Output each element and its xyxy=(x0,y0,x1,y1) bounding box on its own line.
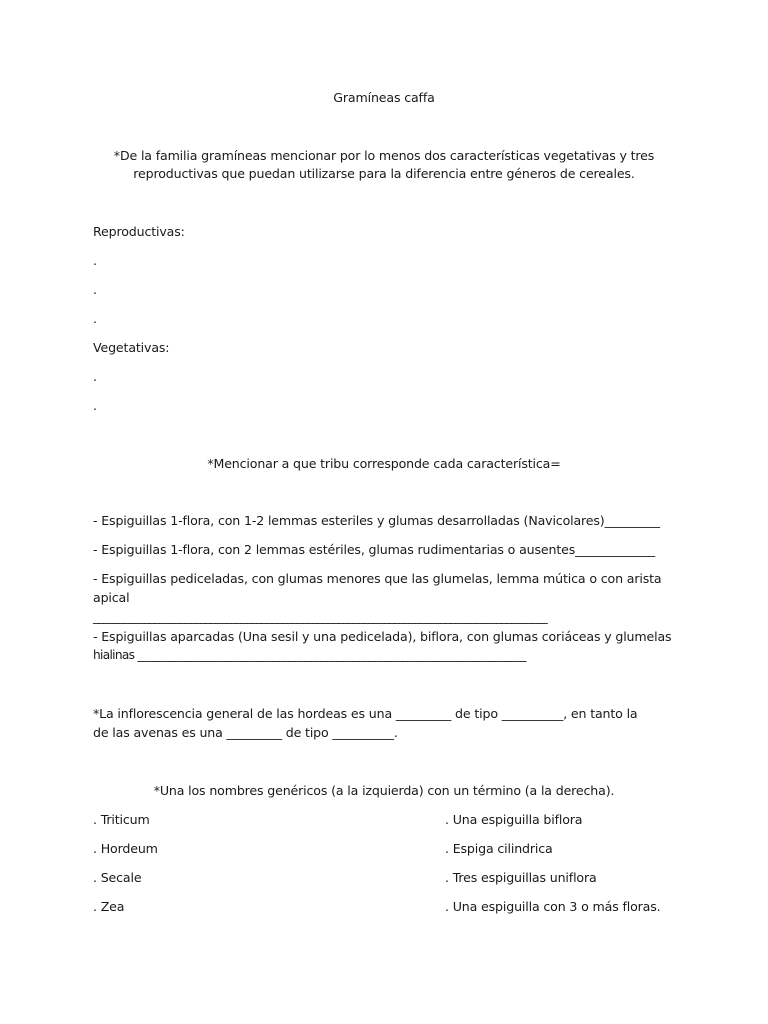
matching-left-3: . Secale xyxy=(93,870,142,885)
matching-left-1: . Triticum xyxy=(93,812,150,827)
reproductivas-bullet-3: . xyxy=(93,311,97,326)
matching-left-4: . Zea xyxy=(93,899,125,914)
matching-heading: *Una los nombres genéricos (a la izquierda) con un término (a la derecha). xyxy=(153,783,615,798)
tribu-item-3-answer-line: _________________________________________________________________________________________ xyxy=(93,610,547,624)
matching-right-1: . Una espiguilla biflora xyxy=(445,812,583,827)
inflorescencia-line-2: de las avenas es una _________ de tipo __________. xyxy=(93,725,398,740)
tribu-heading: *Mencionar a que tribu corresponde cada característica= xyxy=(207,456,561,471)
vegetativas-bullet-2: . xyxy=(93,398,97,413)
tribu-item-3-line-2: apical xyxy=(93,590,130,605)
inflorescencia-line-1: *La inflorescencia general de las hordeas es una _________ de tipo __________, en tanto la xyxy=(93,706,638,721)
matching-right-2: . Espiga cilindrica xyxy=(445,841,553,856)
matching-left-2: . Hordeum xyxy=(93,841,158,856)
page-title: Gramíneas caffa xyxy=(333,90,435,105)
reproductivas-heading: Reproductivas: xyxy=(93,224,185,239)
intro-line-2: reproductivas que puedan utilizarse para la diferencia entre géneros de cereales. xyxy=(133,166,635,181)
vegetativas-heading: Vegetativas: xyxy=(93,340,170,355)
tribu-item-3-line-1: - Espiguillas pediceladas, con glumas menores que las glumelas, lemma mútica o con arista xyxy=(93,571,662,586)
tribu-item-4-line-2: hialinas ________________________________________________________________________ xyxy=(93,648,526,662)
tribu-item-2: - Espiguillas 1-flora, con 2 lemmas estériles, glumas rudimentarias o ausentes_____________ xyxy=(93,542,656,557)
reproductivas-bullet-2: . xyxy=(93,282,97,297)
tribu-item-1: - Espiguillas 1-flora, con 1-2 lemmas esteriles y glumas desarrolladas (Navicolares)_________ xyxy=(93,513,660,528)
matching-right-4: . Una espiguilla con 3 o más floras. xyxy=(445,899,661,914)
tribu-item-4-line-1: - Espiguillas aparcadas (Una sesil y una pedicelada), biflora, con glumas coriáceas y glumelas xyxy=(93,629,672,644)
intro-line-1: *De la familia gramíneas mencionar por lo menos dos características vegetativas y tres xyxy=(113,148,655,163)
vegetativas-bullet-1: . xyxy=(93,369,97,384)
matching-right-3: . Tres espiguillas uniflora xyxy=(445,870,597,885)
reproductivas-bullet-1: . xyxy=(93,253,97,268)
